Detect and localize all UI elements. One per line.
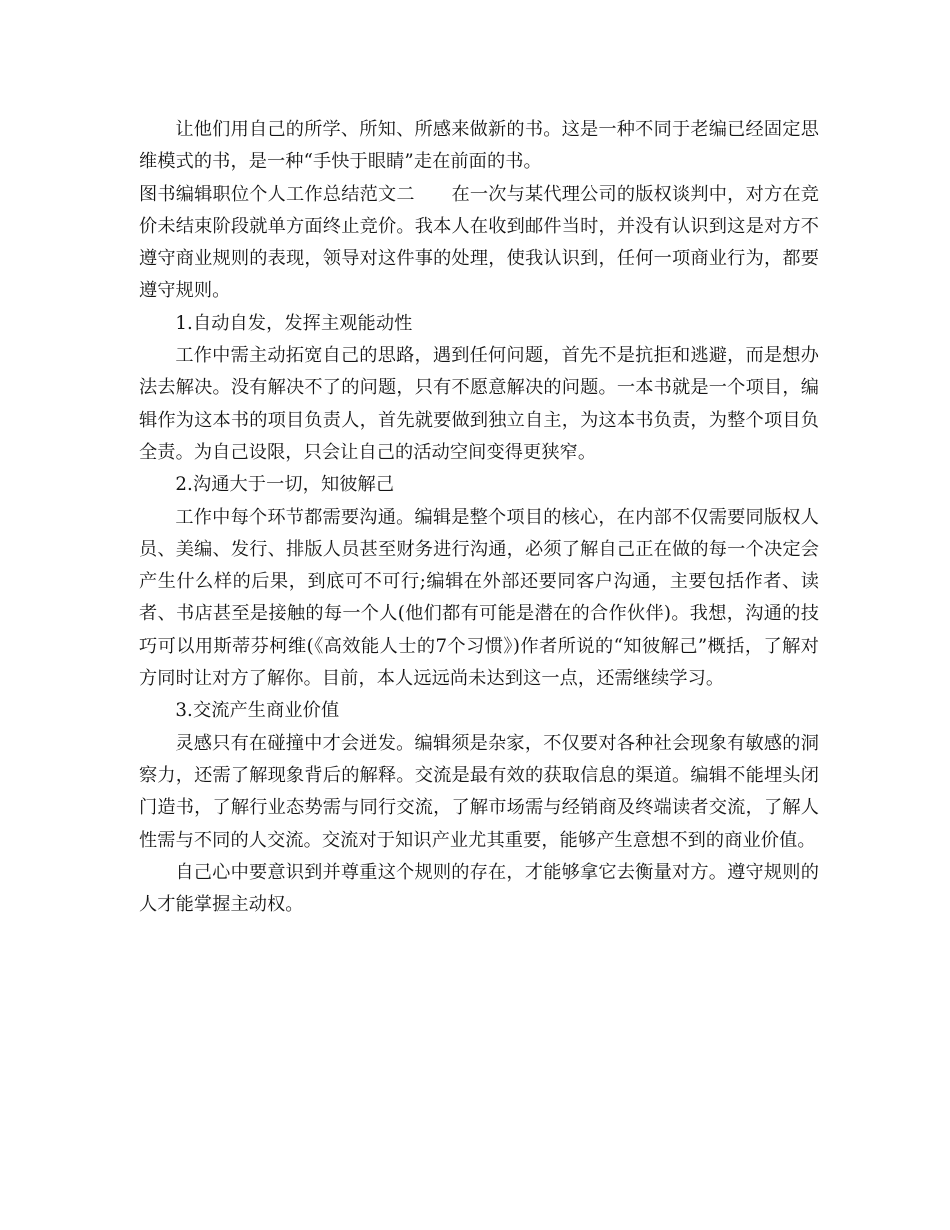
paragraph-exchange: 灵感只有在碰撞中才会迸发。编辑须是杂家，不仅要对各种社会现象有敏感的洞察力，还需了解现象背后的解释。交流是最有效的获取信息的渠道。编辑不能埋头闭门造书，了解行业态势需与同行交流，了解市场需与经销商及终端读者交流，了解人性需与不同的人交流。交流对于知识产业尤其重要，能够产生意想不到的商业价值。 — [139, 732, 819, 851]
paragraph-intro: 让他们用自己的所学、所知、所感来做新的书。这是一种不同于老编已经固定思维模式的书，是一种“手快于眼睛”走在前面的书。 — [139, 119, 819, 173]
document-body — [139, 114, 819, 921]
paragraph-conclusion: 自己心中要意识到并尊重这个规则的存在，才能够拿它去衡量对方。遵守规则的人才能掌握主动权。 — [139, 861, 819, 916]
paragraph-communication: 工作中每个环节都需要沟通。编辑是整个项目的核心，在内部不仅需要同版权人员、美编、发行、排版人员甚至财务进行沟通，必须了解自己正在做的每一个决定会产生什么样的后果，到底可不可行;编辑在外部还要同客户沟通，主要包括作者、读者、书店甚至是接触的每一个人(他们都有可能是潜在的合作伙伴)。我想，沟通的技巧可以用斯蒂芬柯维(《高效能人士的7个习惯》)作者所说的“知彼解己”概括，了解对方同时让对方了解你。目前，本人远远尚未达到这一点，还需继续学习。 — [139, 506, 819, 690]
paragraph-section-two: 图书编辑职位个人工作总结范文二 在一次与某代理公司的版权谈判中，对方在竞价未结束阶段就单方面终止竞价。我本人在收到邮件当时，并没有认识到这是对方不遵守商业规则的表现，领导对这件事的处理，使我认识到，任何一项商业行为，都要遵守规则。 — [139, 183, 819, 302]
heading-exchange: 3.交流产生商业价值 — [175, 700, 340, 722]
heading-initiative: 1.自动自发，发挥主观能动性 — [175, 312, 413, 334]
paragraph-initiative: 工作中需主动拓宽自己的思路，遇到任何问题，首先不是抗拒和逃避，而是想办法去解决。没有解决不了的问题，只有不愿意解决的问题。一本书就是一个项目，编辑作为这本书的项目负责人，首先就要做到独立自主，为这本书负责，为整个项目负全责。为自己设限，只会让自己的活动空间变得更狭窄。 — [139, 345, 819, 463]
heading-communication: 2.沟通大于一切，知彼解己 — [175, 474, 395, 496]
